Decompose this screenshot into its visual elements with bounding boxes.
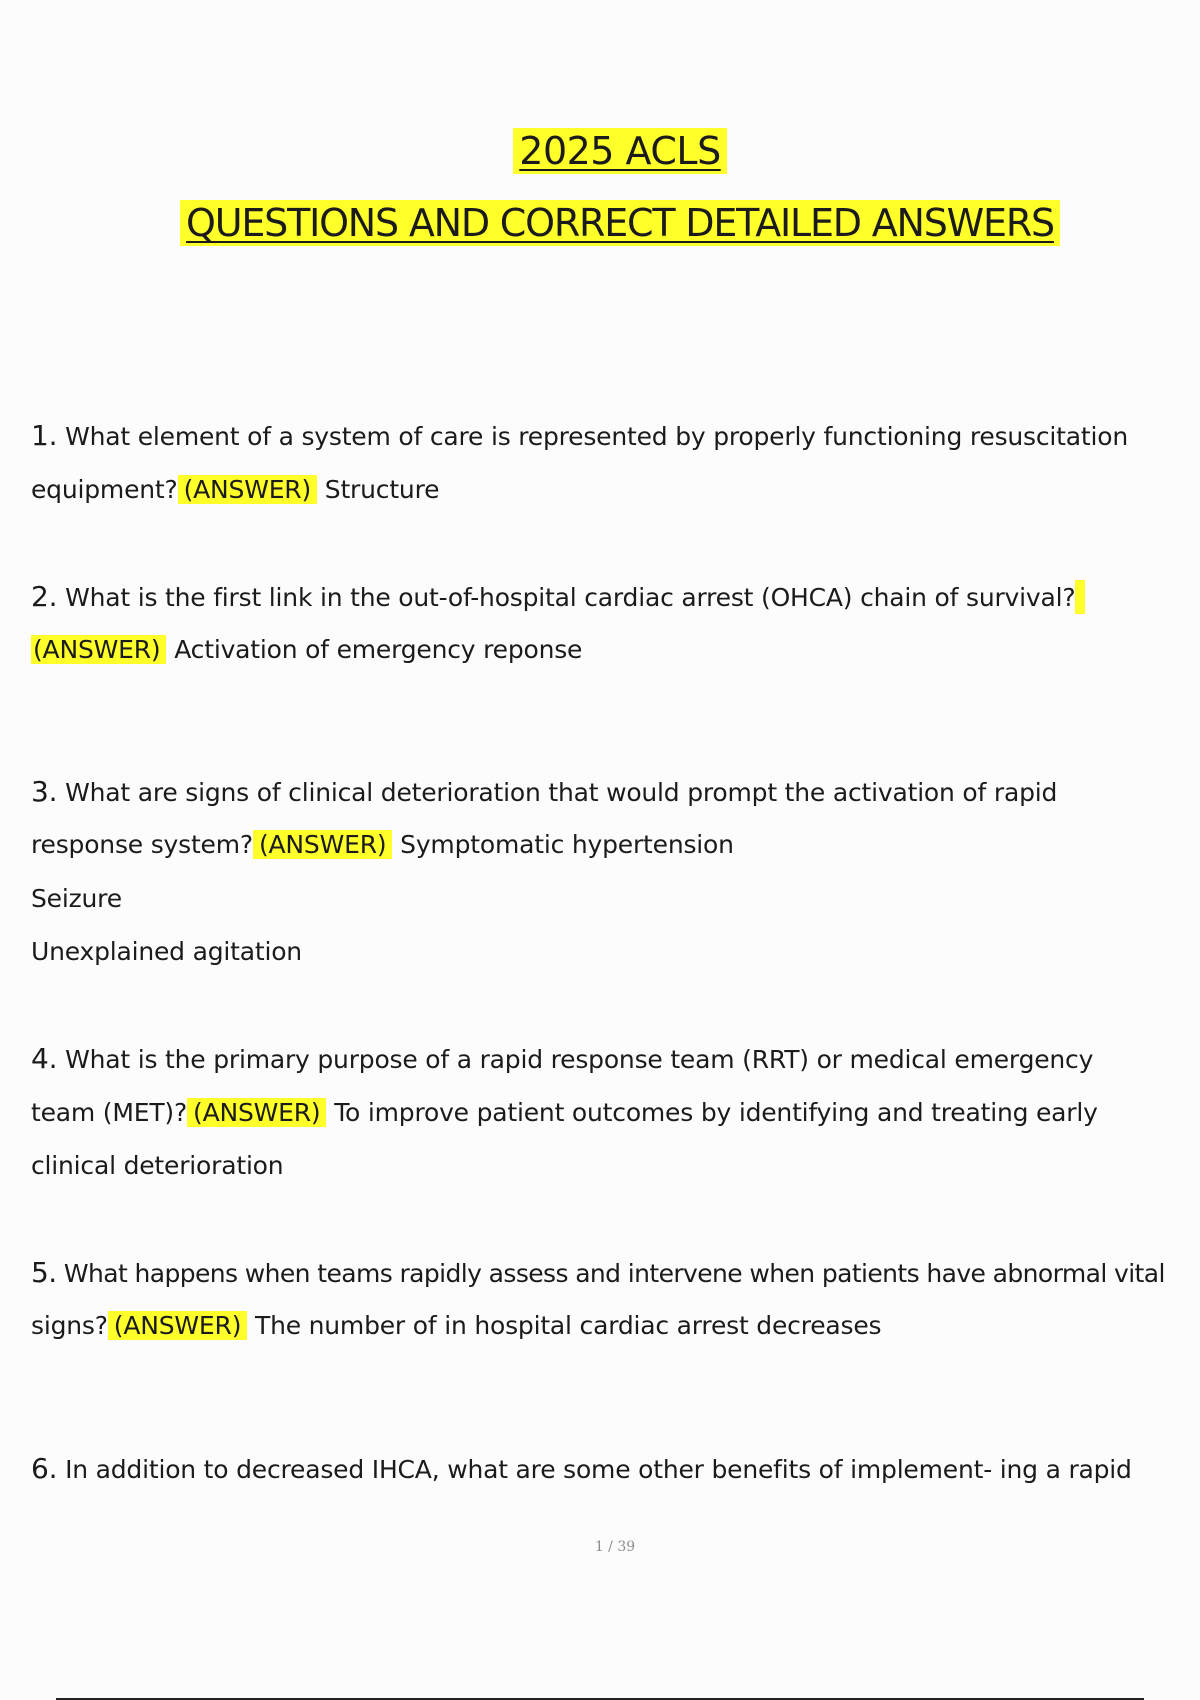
q3-number: 3. [31,775,58,808]
q2-question-text: What is the first link in the out-of-hospital cardiac arrest (OHCA) chain of survival? [65,583,1076,612]
q5-line1 [31,1255,1165,1292]
q4-answer: To improve patient outcomes by identifying and treating early [334,1098,1098,1127]
q3-line2 [31,827,734,863]
q5-question-text-cont: signs? [31,1311,108,1340]
q6-number: 6. [31,1452,58,1485]
subtitle-block [0,200,1200,246]
title-block [0,128,1200,174]
q4-answer-cont: clinical deterioration [31,1151,284,1180]
q3-line1 [31,774,1057,811]
q4-answer-line2 [31,1148,283,1184]
q6-question-text: In addition to decreased IHCA, what are some other benefits of implement- ing a rapid [65,1455,1132,1484]
q3-answer-line2 [31,881,122,917]
answer-marker: (ANSWER) [253,830,392,859]
q5-line2 [31,1308,881,1344]
document-title: 2025 ACLS [513,128,726,174]
q1-line1 [31,418,1128,455]
answer-marker: (ANSWER) [31,635,166,664]
q2-number: 2. [31,580,58,613]
q5-number: 5. [31,1256,57,1289]
q1-question-text-cont: equipment? [31,475,178,504]
q1-number: 1. [31,419,58,452]
q2-line2 [31,632,582,668]
q4-question-text-cont: team (MET)? [31,1098,188,1127]
q3-answer-line3 [31,934,302,970]
q2-answer: Activation of emergency reponse [174,635,583,664]
q2-line1 [31,579,1085,616]
q4-question-text: What is the primary purpose of a rapid response team (RRT) or medical emergency [65,1045,1094,1074]
q6-line1 [31,1451,1132,1488]
q5-answer: The number of in hospital cardiac arrest decreases [255,1311,882,1340]
q3-answer-extra-1: Seizure [31,884,122,913]
q4-number: 4. [31,1042,58,1075]
q3-answer: Symptomatic hypertension [400,830,734,859]
q4-line1 [31,1041,1093,1078]
document-subtitle: QUESTIONS AND CORRECT DETAILED ANSWERS [180,200,1060,246]
answer-marker: (ANSWER) [108,1311,247,1340]
q1-line2 [31,472,439,508]
answer-marker: (ANSWER) [187,1098,326,1127]
page-indicator: 1 / 39 [594,1539,636,1555]
q3-answer-extra-2: Unexplained agitation [31,937,302,966]
q5-question-text: What happens when teams rapidly assess and intervene when patients have abnormal vital [63,1259,1165,1288]
q1-question-text: What element of a system of care is represented by properly functioning resuscitation [65,422,1128,451]
answer-marker: (ANSWER) [178,475,317,504]
q3-question-text: What are signs of clinical deterioration that would prompt the activation of rapid [65,778,1058,807]
q4-line2 [31,1095,1098,1131]
highlight-mark [1075,580,1085,614]
q1-answer: Structure [324,475,440,504]
q3-question-text-cont: response system? [31,830,253,859]
